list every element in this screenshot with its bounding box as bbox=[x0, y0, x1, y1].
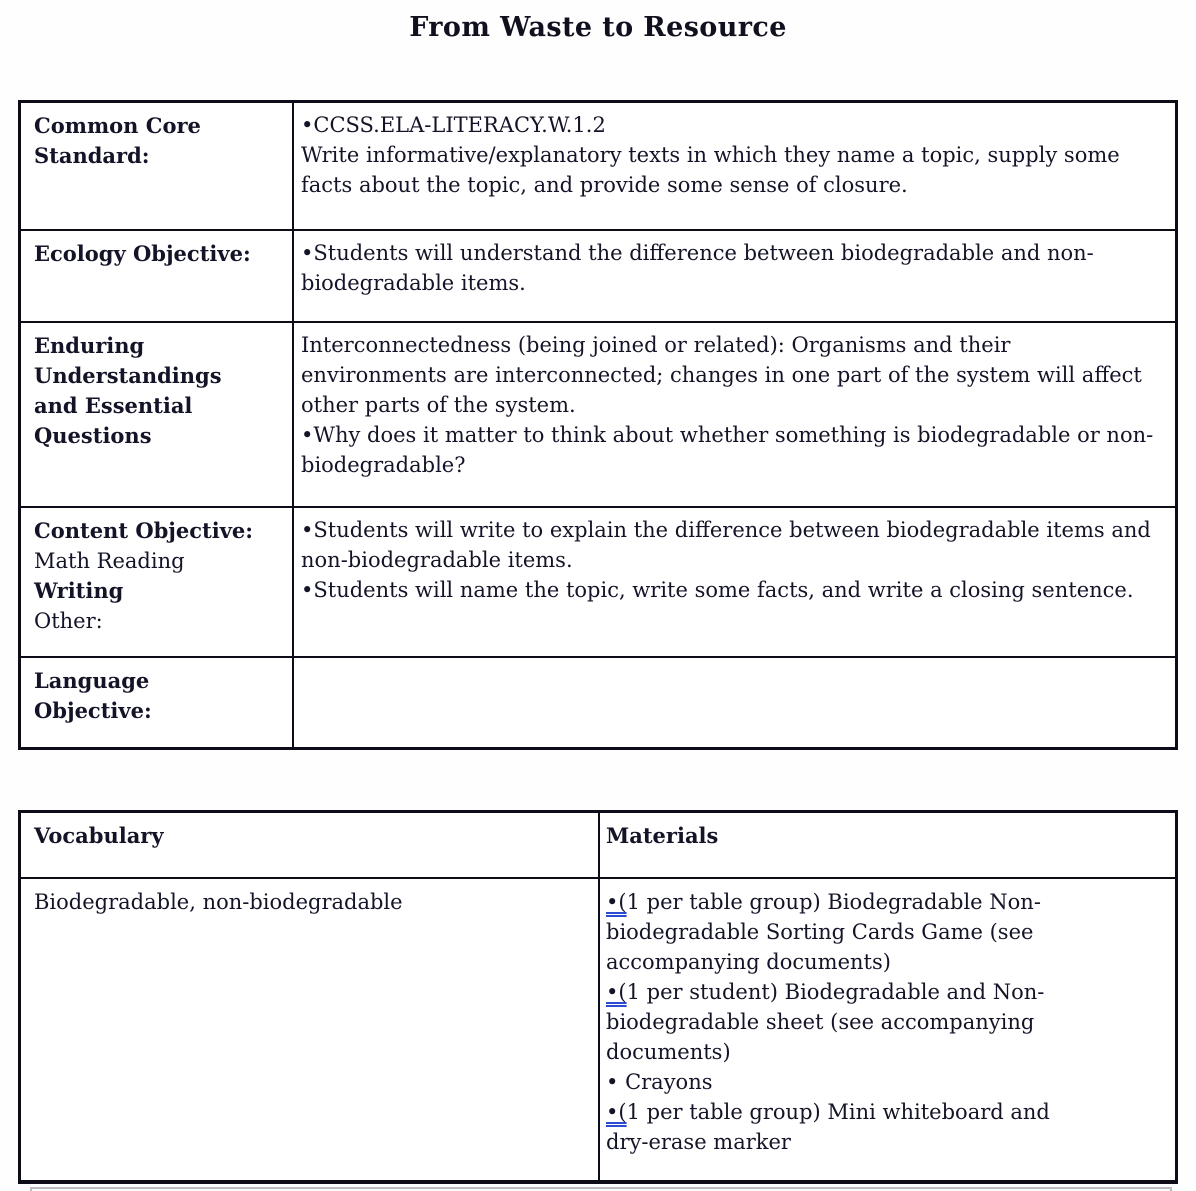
enduring-understandings-content-cell bbox=[294, 323, 1175, 506]
ccss-description-text: Write informative/explanatory texts in which they name a topic, supply some facts about the topic, and provide some sense of closure. bbox=[301, 143, 1120, 197]
vocabulary-text: Biodegradable, non-biodegradable bbox=[34, 890, 403, 914]
content-objective-label-cell bbox=[21, 508, 294, 656]
math-reading-label: Math Reading bbox=[34, 549, 185, 573]
essential-question-text: •Why does it matter to think about whether something is biodegradable or non-biodegradable? bbox=[301, 423, 1154, 477]
page-title: From Waste to Resource bbox=[409, 12, 787, 43]
materials-header: Materials bbox=[606, 823, 719, 848]
common-core-standard-content-cell bbox=[294, 103, 1175, 229]
writing-label: Writing bbox=[34, 578, 124, 603]
common-core-standard-label-cell bbox=[21, 103, 294, 229]
table-row bbox=[21, 508, 1175, 658]
enduring-understandings-label: Enduring Understandings and Essential Questions bbox=[34, 333, 222, 448]
vocabulary-header: Vocabulary bbox=[34, 823, 164, 848]
common-core-standard-label: Common Core Standard: bbox=[34, 113, 201, 168]
language-objective-label: Language Objective: bbox=[34, 668, 152, 723]
table-body-row bbox=[21, 879, 1175, 1180]
materials-item bbox=[606, 977, 1076, 1067]
interconnectedness-text: Interconnectedness (being joined or related): Organisms and their environments are interconnected; changes in one part of the system will affect other parts of the system. bbox=[301, 333, 1142, 417]
bullet-link: •( bbox=[606, 1100, 627, 1124]
materials-item bbox=[606, 1067, 1076, 1097]
materials-item-text: 1 per table group) Mini whiteboard and dry-erase marker bbox=[606, 1100, 1050, 1154]
materials-content-cell bbox=[600, 879, 1175, 1180]
next-table-top-edge bbox=[30, 1187, 1172, 1191]
table-row bbox=[21, 103, 1175, 231]
ecology-objective-label: Ecology Objective: bbox=[34, 241, 251, 266]
content-objective-content-cell bbox=[294, 508, 1175, 656]
table-row bbox=[21, 658, 1175, 747]
ecology-objective-text: •Students will understand the difference between biodegradable and non-biodegradable items. bbox=[301, 241, 1094, 295]
vocabulary-header-cell bbox=[21, 813, 600, 877]
standards-objectives-table bbox=[18, 100, 1178, 750]
materials-item bbox=[606, 1097, 1076, 1157]
vocabulary-materials-table bbox=[18, 810, 1178, 1184]
materials-header-cell bbox=[600, 813, 1175, 877]
bullet: • bbox=[606, 1070, 619, 1094]
language-objective-content-cell bbox=[294, 658, 1175, 747]
table-header-row bbox=[21, 813, 1175, 879]
materials-item-text: Crayons bbox=[618, 1070, 713, 1094]
materials-item bbox=[606, 887, 1076, 977]
content-objective-text-2: •Students will name the topic, write some facts, and write a closing sentence. bbox=[301, 578, 1134, 602]
materials-item-text: 1 per table group) Biodegradable Non-biodegradable Sorting Cards Game (see accompanying documents) bbox=[606, 890, 1041, 974]
table-row bbox=[21, 323, 1175, 508]
materials-item-text: 1 per student) Biodegradable and Non-biodegradable sheet (see accompanying documents) bbox=[606, 980, 1045, 1064]
content-objective-text-1: •Students will write to explain the difference between biodegradable items and non-biodegradable items. bbox=[301, 518, 1151, 572]
other-label: Other: bbox=[34, 609, 103, 633]
language-objective-label-cell bbox=[21, 658, 294, 747]
ccss-code-text: •CCSS.ELA-LITERACY.W.1.2 bbox=[301, 113, 606, 137]
enduring-understandings-label-cell bbox=[21, 323, 294, 506]
table-row bbox=[21, 231, 1175, 323]
ecology-objective-content-cell bbox=[294, 231, 1175, 321]
bullet-link: •( bbox=[606, 890, 627, 914]
vocabulary-content-cell bbox=[21, 879, 600, 1180]
content-objective-label: Content Objective: bbox=[34, 518, 254, 543]
bullet-link: •( bbox=[606, 980, 627, 1004]
ecology-objective-label-cell bbox=[21, 231, 294, 321]
